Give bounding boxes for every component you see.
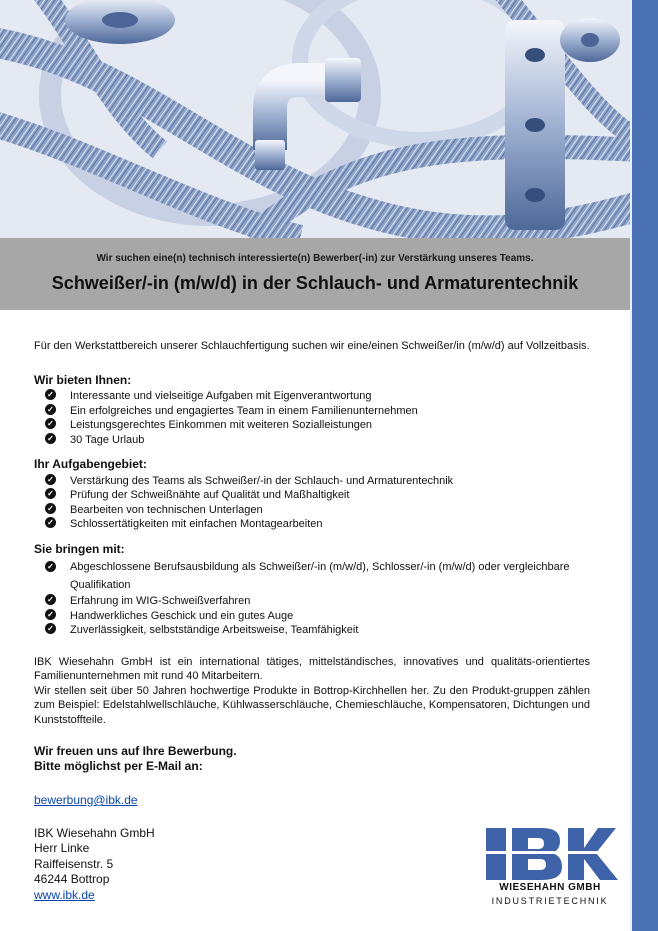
list-item: ✓ Prüfung der Schweißnähte auf Qualität und Maßhaltigkeit <box>34 488 590 503</box>
list-item: ✓ Interessante und vielseitige Aufgaben mit Eigenverantwortung <box>34 389 590 404</box>
check-bullet-icon: ✓ <box>45 561 56 572</box>
accent-side-bar <box>630 0 658 931</box>
logo-tagline: INDUSTRIETECHNIK <box>491 896 609 906</box>
list-item: ✓ Leistungsgerechtes Einkommen mit weiteren Sozialleistungen <box>34 418 590 433</box>
check-bullet-icon: ✓ <box>45 609 56 620</box>
intro-text: Für den Werkstattbereich unserer Schlauchfertigung suchen wir eine/einen Schweißer/in (m/w/d) auf Vollzeitbasis. <box>34 340 590 352</box>
posting-body <box>34 339 590 903</box>
section-heading-offer: Wir bieten Ihnen: <box>34 372 132 387</box>
list-item: ✓ 30 Tage Urlaub <box>34 433 590 448</box>
ibk-logo-mark <box>480 826 620 882</box>
list-item: ✓ Ein erfolgreiches und engagiertes Team in einem Familienunternehmen <box>34 404 590 419</box>
banner-subtitle: Wir suchen eine(n) technisch interessierte(n) Bewerber(-in) zur Verstärkung unseres Teams. <box>96 253 534 264</box>
list-item: ✓ Handwerkliches Geschick und ein gutes Auge <box>34 609 590 624</box>
check-bullet-icon: ✓ <box>45 418 56 429</box>
hoses-illustration <box>0 0 630 238</box>
list-item: ✓ Erfahrung im WIG-Schweißverfahren <box>34 594 590 609</box>
address-company: IBK Wiesehahn GmbH <box>34 825 155 840</box>
list-item: ✓ Schlossertätigkeiten mit einfachen Montagearbeiten <box>34 517 590 532</box>
address-street: Raiffeisenstr. 5 <box>34 856 114 871</box>
address-contact: Herr Linke <box>34 841 90 855</box>
cta-line-1: Wir freuen uns auf Ihre Bewerbung. <box>34 744 237 758</box>
list-item: ✓ Verstärkung des Teams als Schweißer/-in der Schlauch- und Armaturentechnik <box>34 474 590 489</box>
check-bullet-icon: ✓ <box>45 433 56 444</box>
address-city: 46244 Bottrop <box>34 872 110 886</box>
check-bullet-icon: ✓ <box>45 517 56 528</box>
check-bullet-icon: ✓ <box>45 503 56 514</box>
list-item: ✓ Abgeschlossene Berufsausbildung als Schweißer/-in (m/w/d), Schlosser/-in (m/w/d) oder vergleichbare Qualifikation <box>34 558 590 594</box>
application-email-link[interactable]: bewerbung@ibk.de <box>34 793 138 807</box>
job-title: Schweißer/-in (m/w/d) in der Schlauch- und Armaturentechnik <box>51 273 579 293</box>
company-description <box>34 655 590 728</box>
company-paragraph-1: IBK Wiesehahn GmbH ist ein international tätiges, mittelständisches, innovatives und qualitäts-orientiertes Familienunternehmen mit rund 40 Mitarbeitern. <box>34 655 590 682</box>
check-bullet-icon: ✓ <box>45 623 56 634</box>
company-paragraph-2: Wir stellen seit über 50 Jahren hochwertige Produkte in Bottrop-Kirchhellen her. Zu den Produkt-gruppen zählen zum Beispiel: Edelstahlwellschläuche, Kühlwasserschläuche, Chemieschläuche, Kompensatoren, Dichtungen und Kunststoffteile. <box>34 684 590 726</box>
list-item: ✓ Zuverlässigkeit, selbstständige Arbeitsweise, Teamfähigkeit <box>34 623 590 638</box>
requirements-list <box>34 558 590 638</box>
offer-list <box>34 389 590 447</box>
website-link[interactable]: www.ibk.de <box>34 887 95 902</box>
check-bullet-icon: ✓ <box>45 594 56 605</box>
check-bullet-icon: ✓ <box>45 474 56 485</box>
check-bullet-icon: ✓ <box>45 404 56 415</box>
check-bullet-icon: ✓ <box>45 389 56 400</box>
cta-line-2: Bitte möglichst per E-Mail an: <box>34 759 203 773</box>
logo-company-name: WIESEHAHN GMBH <box>499 882 601 893</box>
section-heading-requirements: Sie bringen mit: <box>34 541 125 556</box>
tasks-list <box>34 474 590 532</box>
section-heading-tasks: Ihr Aufgabengebiet: <box>34 457 147 471</box>
check-bullet-icon: ✓ <box>45 488 56 499</box>
headline-banner <box>0 238 630 310</box>
call-to-action <box>34 744 590 774</box>
list-item: ✓ Bearbeiten von technischen Unterlagen <box>34 503 590 518</box>
ibk-logo <box>480 826 620 916</box>
hero-image <box>0 0 630 238</box>
